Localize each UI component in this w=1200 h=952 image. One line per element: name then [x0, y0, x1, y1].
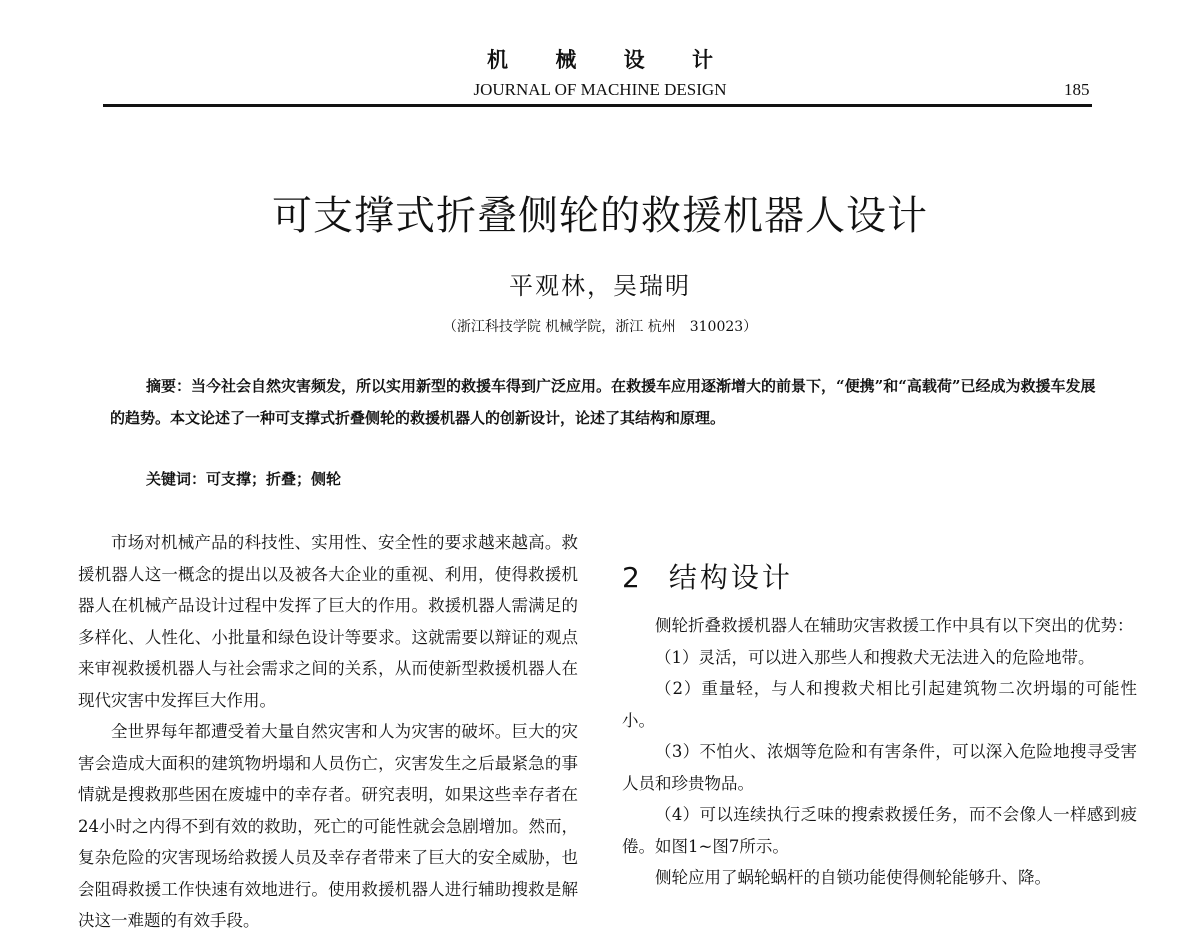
section-number: 2	[622, 561, 643, 594]
section-title: 结构设计	[668, 561, 793, 594]
list-item: （3）不怕火、浓烟等危险和有害条件，可以深入危险地搜寻受害人员和珍贵物品。	[622, 742, 1137, 793]
abstract	[110, 370, 1100, 434]
body-paragraph: 侧轮应用了蜗轮蜗杆的自锁功能使得侧轮能够升、降。	[655, 868, 1051, 887]
journal-name-english: JOURNAL OF MACHINE DESIGN	[473, 80, 727, 99]
section-heading	[622, 556, 793, 596]
right-column-body	[622, 610, 1137, 894]
body-paragraph: 全世界每年都遭受着大量自然灾害和人为灾害的破坏。巨大的灾害会造成大面积的建筑物坍塌和人员伤亡，灾害发生之后最紧急的事情就是搜救那些困在废墟中的幸存者。研究表明，如果这些幸存者在24小时之内得不到有效的救助，死亡的可能性就会急剧增加。然而，复杂危险的灾害现场给救援人员及幸存者带来了巨大的安全威胁，也会阻碍救援工作快速有效地进行。使用救援机器人进行辅助搜救是解决这一难题的有效手段。	[78, 722, 578, 930]
keywords-text: 可支撑；折叠；侧轮	[206, 470, 342, 488]
list-item: （1）灵活，可以进入那些人和搜救犬无法进入的危险地带。	[655, 647, 1095, 667]
list-item: （2）重量轻，与人和搜救犬相比引起建筑物二次坍塌的可能性小。	[622, 679, 1137, 730]
header-rule	[103, 104, 1092, 107]
keywords-label: 关键词：	[146, 470, 207, 488]
body-paragraph: 市场对机械产品的科技性、实用性、安全性的要求越来越高。救援机器人这一概念的提出以及被各大企业的重视、利用，使得救援机器人在机械产品设计过程中发挥了巨大的作用。救援机器人需满足的多样化、人性化、小批量和绿色设计等要求。这就需要以辩证的观点来审视救援机器人与社会需求之间的关系，从而使新型救援机器人在现代灾害中发挥巨大作用。	[78, 533, 578, 710]
body-paragraph: 侧轮折叠救援机器人在辅助灾害救援工作中具有以下突出的优势：	[655, 616, 1134, 635]
article-authors: 平观林，吴瑞明	[509, 272, 691, 300]
keywords	[146, 468, 341, 489]
left-column-body	[78, 527, 578, 937]
article-affiliation: （浙江科技学院 机械学院，浙江 杭州 310023）	[442, 319, 758, 335]
page-number: 185	[1064, 80, 1090, 99]
list-item: （4）可以连续执行乏味的搜索救援任务，而不会像人一样感到疲倦。如图1~图7所示。	[622, 805, 1137, 856]
article-title: 可支撑式折叠侧轮的救援机器人设计	[272, 193, 928, 239]
abstract-text: 当今社会自然灾害频发，所以实用新型的救援车得到广泛应用。在救援车应用逐渐增大的前景下，“便携”和“高载荷”已经成为救援车发展的趋势。本文论述了一种可支撑式折叠侧轮的救援机器人的创新设计，论述了其结构和原理。	[110, 377, 1096, 427]
abstract-label: 摘要：	[146, 377, 192, 395]
journal-name-chinese: 机 械 设 计	[487, 48, 733, 72]
